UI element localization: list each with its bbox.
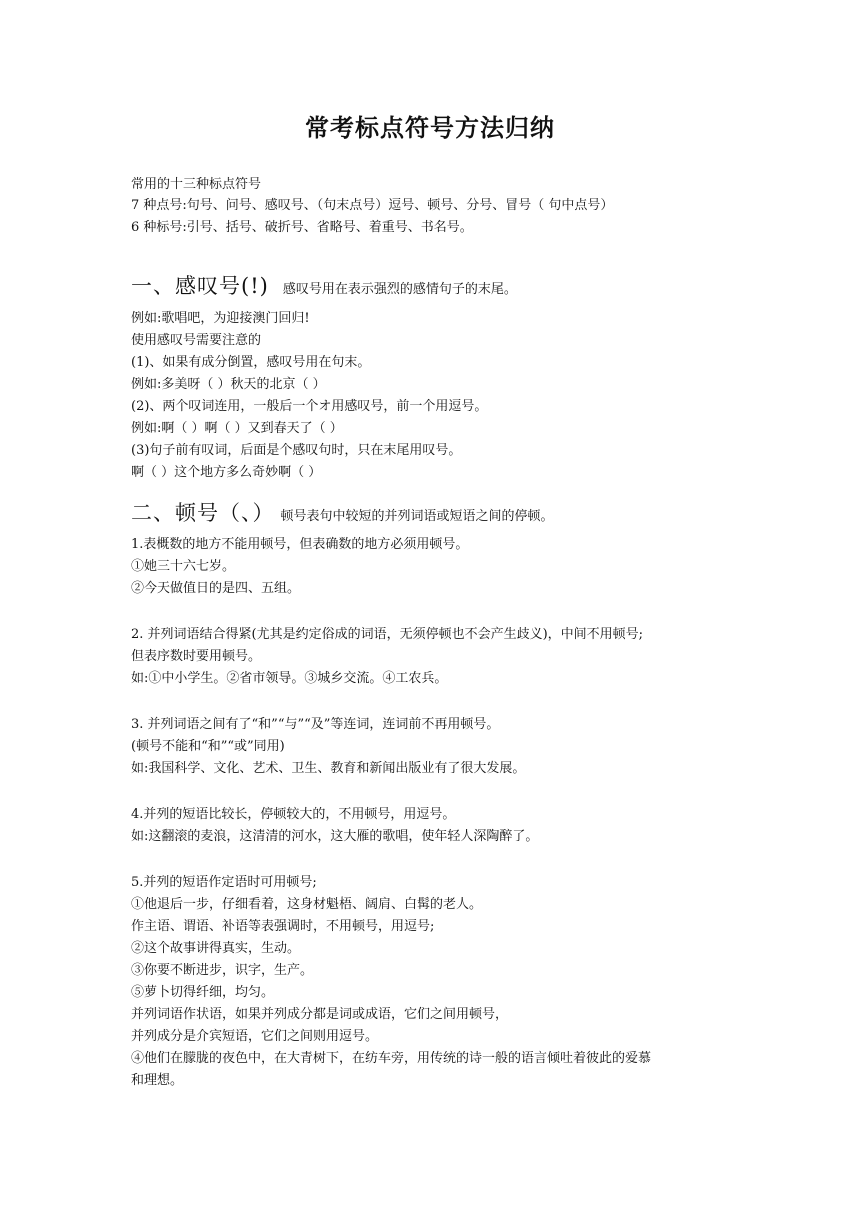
section2-line: (顿号不能和“和”“或”同用) — [131, 739, 285, 754]
section2-heading: 二、顿号（、） — [131, 501, 275, 525]
section1-line: 使用感叹号需要注意的 — [131, 333, 262, 348]
document-title: 常考标点符号方法归纳 — [305, 113, 555, 142]
section1-description: 感叹号用在表示强烈的感情句子的末尾。 — [282, 282, 517, 297]
section2-line: ④他们在朦胧的夜色中，在大青树下，在纺车旁，用传统的诗一般的语言倾吐着彼此的爱慕 — [131, 1051, 652, 1066]
section1-heading-row — [131, 270, 517, 300]
intro-line: 7 种点号:句号、问号、感叹号、（句末点号）逗号、顿号、分号、冒号（ 句中点号） — [131, 198, 614, 213]
section2-line: 1.表概数的地方不能用顿号，但表确数的地方必须用顿号。 — [131, 537, 469, 552]
section1-line: 啊（ ）这个地方多么奇妙啊（ ） — [131, 465, 322, 480]
section2-line: ①他退后一步，仔细看着，这身材魁梧、阔肩、白髯的老人。 — [131, 897, 483, 912]
section2-line: 但表序数时要用顿号。 — [131, 649, 262, 664]
section2-heading-row — [131, 497, 554, 527]
section2-line: 并列成分是介宾短语，它们之间则用逗号。 — [131, 1029, 379, 1044]
section1-line: (2)、两个叹词连用，一般后一个オ用感叹号，前一个用逗号。 — [131, 399, 488, 414]
section2-line: 如:这翻滚的麦浪，这清清的河水，这大雁的歌唱，使年轻人深陶醉了。 — [131, 829, 539, 844]
section2-line: ①她三十六七岁。 — [131, 559, 236, 574]
section1-line: 例如:多美呀（ ）秋天的北京（ ） — [131, 377, 326, 392]
section2-line: 5.并列的短语作定语时可用顿号; — [131, 875, 317, 890]
section2-line: ②这个故事讲得真实，生动。 — [131, 941, 301, 956]
section2-line: 如:①中小学生。②省市领导。③城乡交流。④工农兵。 — [131, 671, 448, 686]
section2-line: 3. 并列词语之间有了“和”“与”“及”等连词，连词前不再用顿号。 — [131, 717, 500, 732]
section1-line: (3)句子前有叹词，后面是个感叹句时，只在末尾用叹号。 — [131, 443, 462, 458]
section2-line: 和理想。 — [131, 1073, 184, 1088]
section1-line: 例如:歌唱吧，为迎接澳门回归! — [131, 311, 310, 326]
section2-description: 顿号表句中较短的并列词语或短语之间的停顿。 — [280, 509, 554, 524]
section2-line: 4.并列的短语比较长，停顿较大的，不用顿号，用逗号。 — [131, 807, 456, 822]
section2-line: 2. 并列词语结合得紧(尤其是约定俗成的词语，无须停顿也不会产生歧义)，中间不用顿号; — [131, 627, 644, 642]
section2-line: ⑤萝卜切得纤细，均匀。 — [131, 985, 275, 1000]
section2-line: 如:我国科学、文化、艺术、卫生、教育和新闻出版业有了很大发展。 — [131, 761, 526, 776]
section1-line: 例如:啊（ ）啊（ ）又到春天了（ ） — [131, 421, 343, 436]
section1-heading: 一、感叹号(!) — [131, 274, 269, 298]
intro-line: 6 种标号:引号、括号、破折号、省略号、着重号、书名号。 — [131, 220, 473, 235]
section2-line: ③你要不断进步，识字，生产。 — [131, 963, 314, 978]
section2-line: 并列词语作状语，如果并列成分都是词或成语，它们之间用顿号， — [131, 1007, 509, 1022]
section2-line: 作主语、谓语、补语等表强调时，不用顿号，用逗号; — [131, 919, 435, 934]
section2-line: ②今天做值日的是四、五组。 — [131, 581, 301, 596]
section1-line: (1)、如果有成分倒置，感叹号用在句末。 — [131, 355, 371, 370]
intro-line: 常用的十三种标点符号 — [131, 177, 262, 192]
